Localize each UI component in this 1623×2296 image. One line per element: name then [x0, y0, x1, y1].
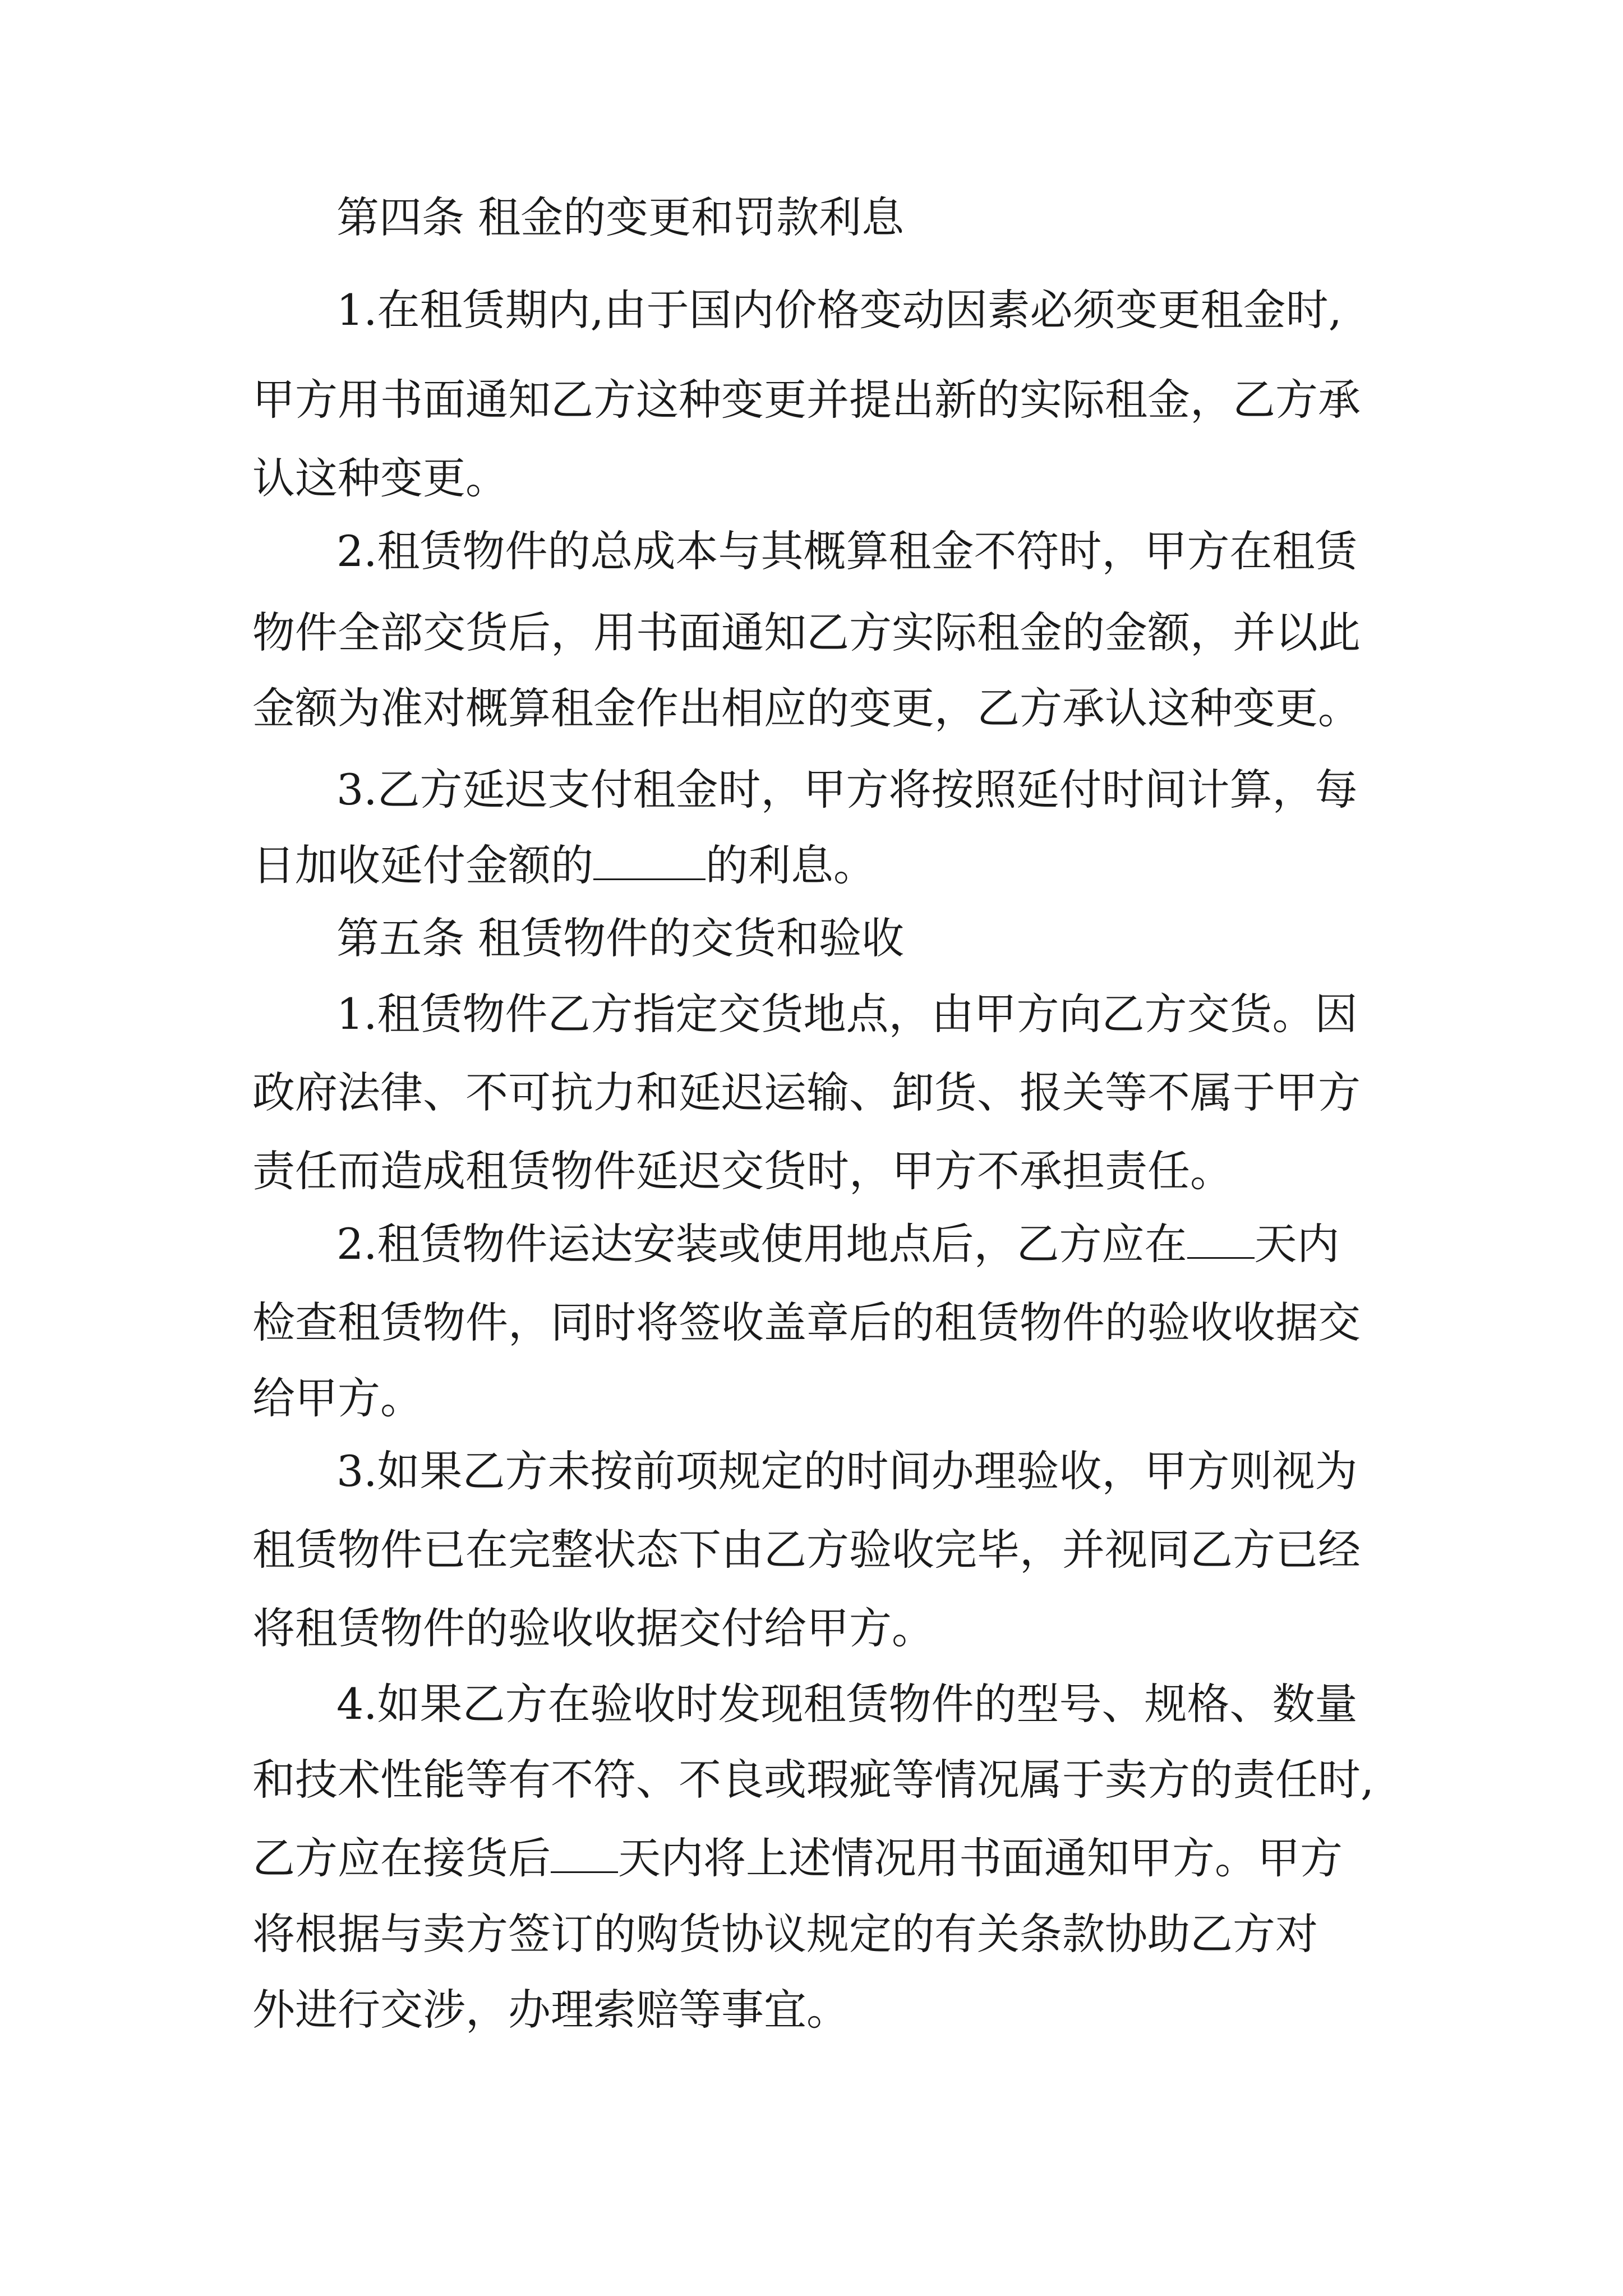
line-text: 2.租赁物件运达安装或使用地点后，乙方应在 [336, 1219, 1187, 1269]
paragraph-line: 外进行交涉，办理索赔等事宜。 [252, 1985, 849, 2035]
paragraph-line-with-blank [252, 838, 876, 894]
paragraph-line: 甲方用书面通知乙方这种变更并提出新的实际租金，乙方承 [252, 375, 1361, 425]
line-text: 日加收延付金额的 [252, 840, 593, 890]
fill-in-blank [551, 1835, 618, 1873]
paragraph-line: 3.如果乙方未按前项规定的时间办理验收，甲方则视为 [336, 1446, 1358, 1496]
line-text: 天内将上述情况用书面通知甲方。甲方 [618, 1833, 1343, 1883]
line-text: 乙方应在接货后 [252, 1833, 551, 1883]
line-text: 的利息。 [706, 840, 876, 890]
fill-in-blank [1187, 1221, 1255, 1259]
paragraph-line-with-blank [252, 1830, 1343, 1887]
paragraph-line: 和技术性能等有不符、不良或瑕疵等情况属于卖方的责任时, [252, 1755, 1375, 1805]
paragraph-line-with-blank [336, 1216, 1340, 1272]
article-5-heading: 第五条 租赁物件的交货和验收 [336, 913, 905, 963]
paragraph-line: 将租赁物件的验收收据交付给甲方。 [252, 1603, 934, 1653]
paragraph-line: 给甲方。 [252, 1373, 423, 1423]
fill-in-blank [593, 842, 706, 880]
paragraph-line: 金额为准对概算租金作出相应的变更，乙方承认这种变更。 [252, 683, 1361, 733]
paragraph-line: 租赁物件已在完整状态下由乙方验收完毕，并视同乙方已经 [252, 1525, 1361, 1575]
paragraph-line: 1.在租赁期内,由于国内价格变动因素必须变更租金时, [336, 285, 1342, 335]
paragraph-line: 物件全部交货后，用书面通知乙方实际租金的金额，并以此 [252, 608, 1361, 657]
paragraph-line: 检查租赁物件，同时将签收盖章后的租赁物件的验收收据交 [252, 1297, 1361, 1347]
paragraph-line: 3.乙方延迟支付租金时，甲方将按照延付时间计算，每 [336, 765, 1358, 815]
paragraph-line: 认这种变更。 [252, 453, 508, 503]
article-4-heading: 第四条 租金的变更和罚款利息 [336, 192, 905, 242]
line-text: 天内 [1254, 1219, 1340, 1269]
paragraph-line: 1.租赁物件乙方指定交货地点，由甲方向乙方交货。因 [336, 989, 1358, 1039]
paragraph-line: 责任而造成租赁物件延迟交货时，甲方不承担责任。 [252, 1146, 1233, 1196]
paragraph-line: 4.如果乙方在验收时发现租赁物件的型号、规格、数量 [336, 1679, 1358, 1729]
paragraph-line: 2.租赁物件的总成本与其概算租金不符时，甲方在租赁 [336, 526, 1358, 576]
paragraph-line: 将根据与卖方签订的购货协议规定的有关条款协助乙方对 [252, 1909, 1318, 1959]
paragraph-line: 政府法律、不可抗力和延迟运输、卸货、报关等不属于甲方 [252, 1068, 1361, 1117]
